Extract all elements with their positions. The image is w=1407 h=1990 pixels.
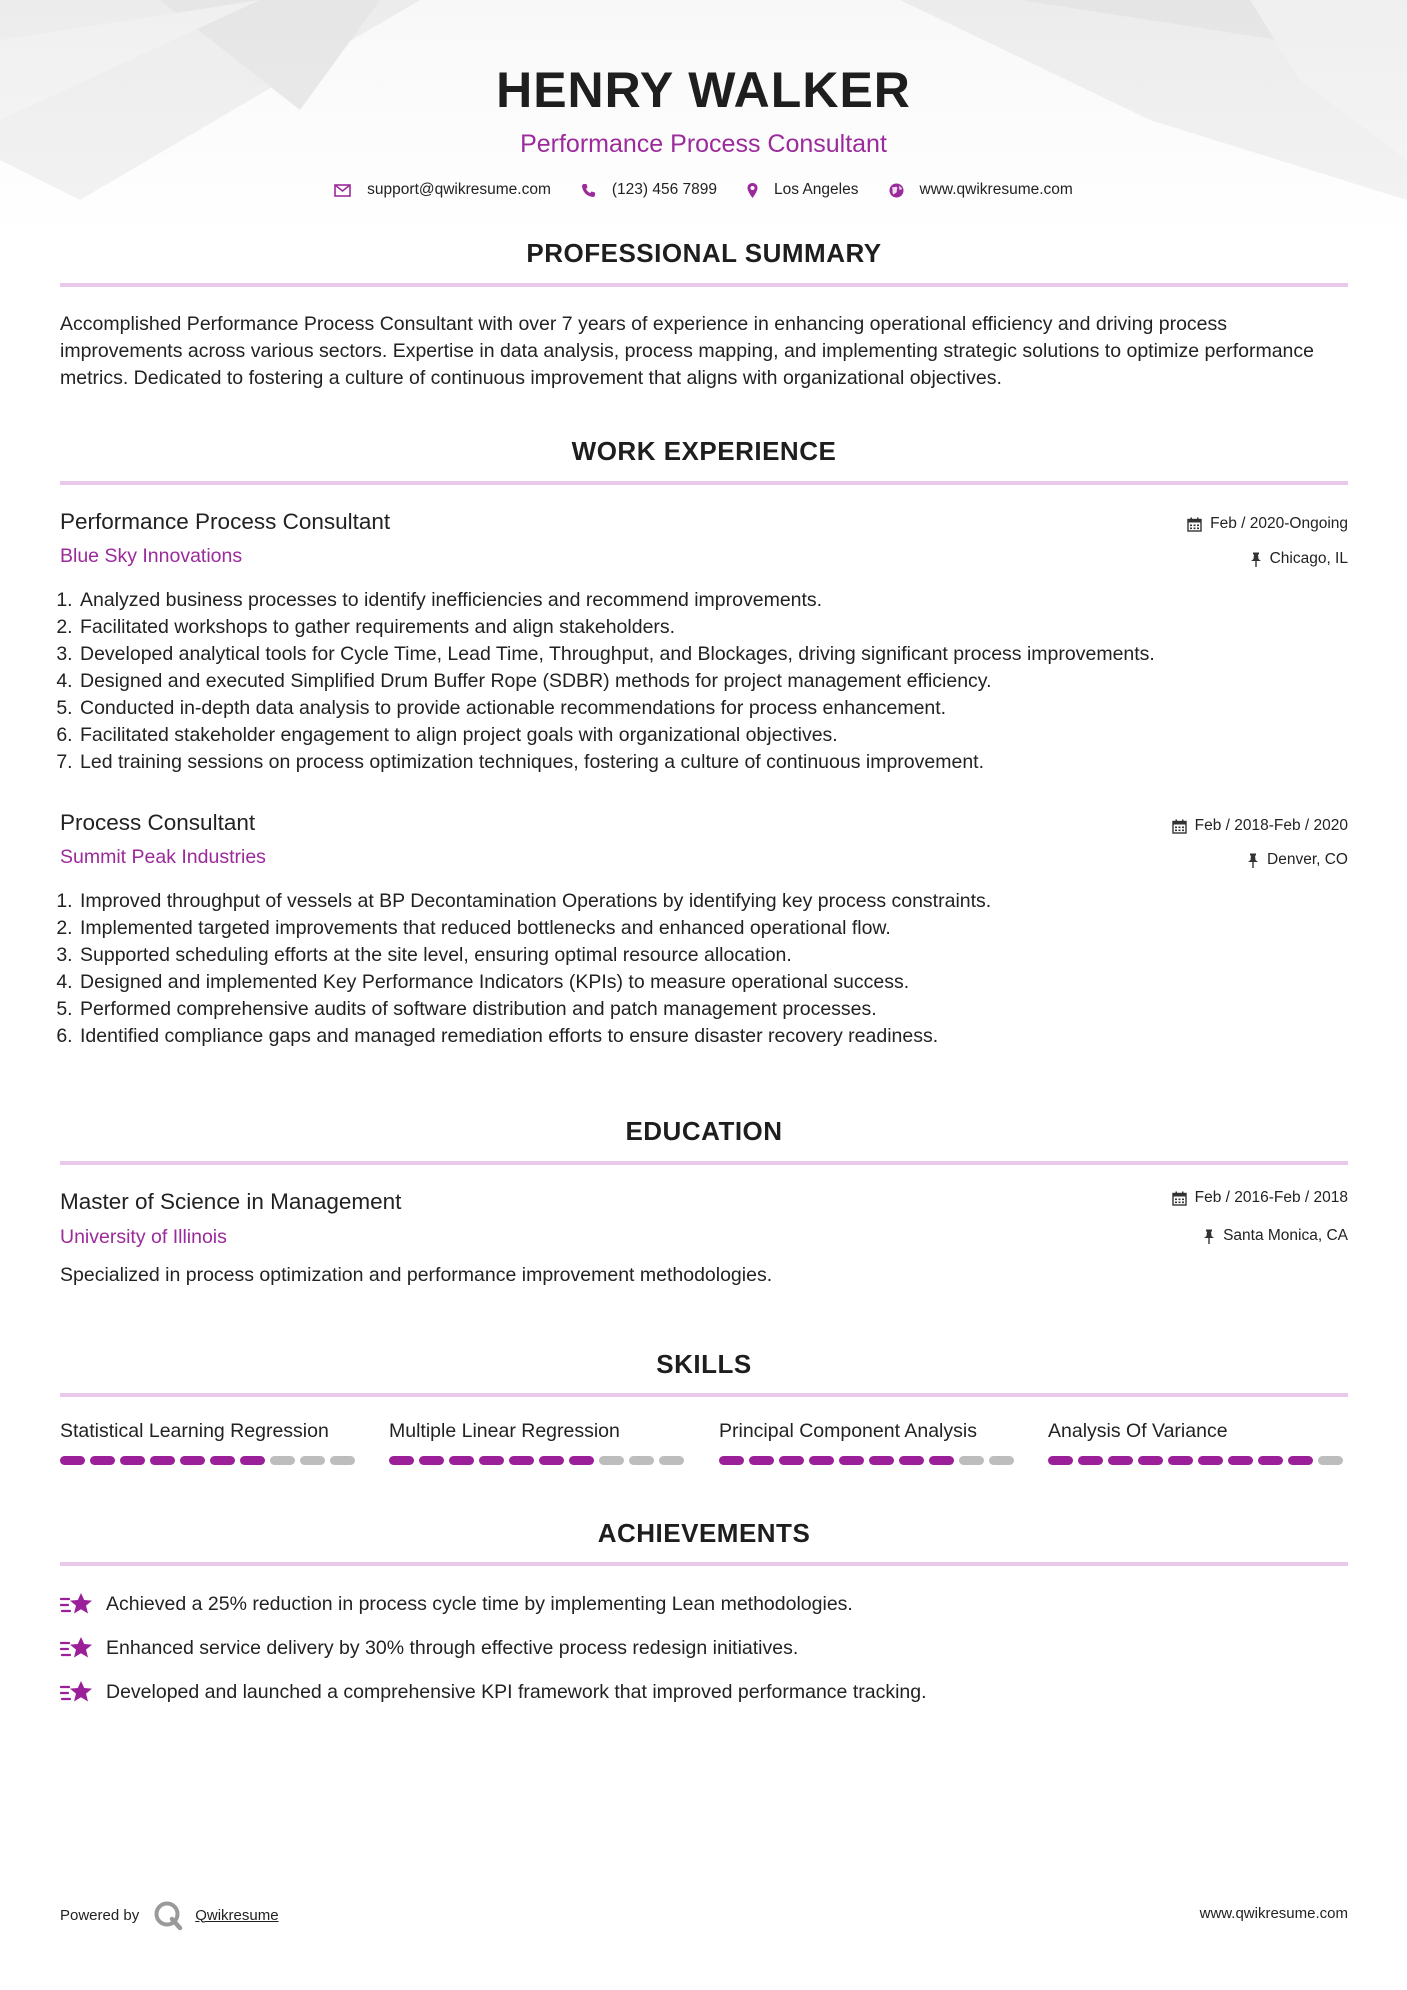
skill-segment-filled (509, 1456, 534, 1465)
list-item: 3. Developed analytical tools for Cycle Time, Lead Time, Throughput, and Blockages, driving significant process improvements. (78, 641, 1358, 668)
skill-name: Multiple Linear Regression (389, 1420, 620, 1442)
resume-header (0, 55, 1407, 199)
footer-website[interactable]: www.qwikresume.com (1199, 1905, 1348, 1922)
list-item: 1. Improved throughput of vessels at BP Decontamination Operations by identifying key process constraints. (78, 888, 1358, 915)
skill-segment-filled (1138, 1456, 1163, 1465)
achievement-item (60, 1590, 853, 1618)
footer-branding (60, 1900, 279, 1930)
map-marker-icon (747, 183, 758, 198)
skill-level-bar (389, 1456, 684, 1465)
email-text: support@qwikresume.com (367, 181, 551, 198)
job-dates (1172, 817, 1348, 835)
achievement-item (60, 1634, 798, 1662)
skill-level-bar (719, 1456, 1014, 1465)
contact-phone[interactable] (581, 181, 717, 199)
education-location-text: Santa Monica, CA (1223, 1227, 1348, 1244)
skill-segment-filled (449, 1456, 474, 1465)
shooting-star-icon (60, 1634, 94, 1662)
skill-segment-filled (1078, 1456, 1103, 1465)
skill-segment-empty (300, 1456, 325, 1465)
list-item: 5. Conducted in-depth data analysis to provide actionable recommendations for process enhancement. (78, 695, 1358, 722)
company-name: Summit Peak Industries (60, 846, 266, 868)
skill-segment-filled (90, 1456, 115, 1465)
skill-segment-filled (869, 1456, 894, 1465)
achievements-heading: ACHIEVEMENTS (597, 1518, 811, 1548)
skill-segment-empty (1318, 1456, 1343, 1465)
list-item: 1. Analyzed business processes to identify inefficiencies and recommend improvements. (78, 587, 1358, 614)
skill-segment-filled (240, 1456, 265, 1465)
skill-segment-filled (180, 1456, 205, 1465)
job-location (1247, 851, 1348, 869)
skill-segment-filled (839, 1456, 864, 1465)
skill-segment-filled (539, 1456, 564, 1465)
education-description: Specialized in process optimization and performance improvement methodologies. (60, 1264, 773, 1286)
contact-website[interactable] (889, 181, 1073, 199)
list-item: 3. Supported scheduling efforts at the site level, ensuring optimal resource allocation. (78, 942, 1358, 969)
skill-segment-filled (719, 1456, 744, 1465)
achievements-divider (60, 1562, 1348, 1566)
skill-segment-filled (210, 1456, 235, 1465)
skill-level-bar (1048, 1456, 1343, 1465)
list-item: 4. Designed and executed Simplified Drum Buffer Rope (SDBR) methods for project management efficiency. (78, 668, 1358, 695)
job-dates-text: Feb / 2020-Ongoing (1210, 515, 1348, 532)
job-responsibilities (58, 587, 1358, 776)
job-location (1250, 550, 1348, 568)
skill-segment-filled (419, 1456, 444, 1465)
achievement-item (60, 1678, 927, 1706)
skill-name: Statistical Learning Regression (60, 1420, 329, 1442)
skill-segment-filled (1108, 1456, 1133, 1465)
achievement-text: Achieved a 25% reduction in process cycle time by implementing Lean methodologies. (106, 1592, 853, 1615)
qwikresume-link[interactable]: Qwikresume (195, 1906, 279, 1924)
company-name: Blue Sky Innovations (60, 545, 243, 567)
skill-segment-filled (1258, 1456, 1283, 1465)
skill-name: Analysis Of Variance (1048, 1420, 1228, 1442)
skill-segment-empty (989, 1456, 1014, 1465)
skill-segment-empty (599, 1456, 624, 1465)
list-item: 6. Identified compliance gaps and managed remediation efforts to ensure disaster recovery readiness. (78, 1023, 1358, 1050)
candidate-title: Performance Process Consultant (520, 130, 887, 158)
summary-text: Accomplished Performance Process Consultant with over 7 years of experience in enhancing operational efficiency and driving process improvements across various sectors. Expertise in data analysis, process mapping, and implementing strategic solutions to optimize performance metrics. Dedicated to fostering a culture of continuous improvement that aligns with organizational objectives. (60, 313, 1314, 389)
job-title: Performance Process Consultant (60, 509, 391, 534)
pushpin-icon (1203, 1229, 1215, 1244)
candidate-name: HENRY WALKER (496, 62, 911, 118)
education-dates (1172, 1189, 1348, 1207)
skill-segment-filled (389, 1456, 414, 1465)
skill-segment-empty (270, 1456, 295, 1465)
skill-segment-empty (629, 1456, 654, 1465)
powered-by-label: Powered by (60, 1906, 140, 1924)
contact-email[interactable] (334, 181, 551, 199)
contact-location (747, 181, 858, 199)
globe-icon (889, 183, 904, 198)
calendar-icon (1172, 819, 1187, 834)
skill-segment-filled (899, 1456, 924, 1465)
summary-heading: PROFESSIONAL SUMMARY (526, 238, 882, 268)
shooting-star-icon (60, 1678, 94, 1706)
job-location-text: Denver, CO (1267, 851, 1348, 868)
list-item: 7. Led training sessions on process optimization techniques, fostering a culture of continuous improvement. (78, 749, 1358, 776)
list-item: 2. Facilitated workshops to gather requirements and align stakeholders. (78, 614, 1358, 641)
achievement-text: Enhanced service delivery by 30% through effective process redesign initiatives. (106, 1636, 799, 1659)
list-item: 6. Facilitated stakeholder engagement to align project goals with organizational objectives. (78, 722, 1358, 749)
list-item: 2. Implemented targeted improvements that reduced bottlenecks and enhanced operational flow. (78, 915, 1358, 942)
skill-segment-empty (330, 1456, 355, 1465)
skill-level-bar (60, 1456, 355, 1465)
skill-segment-filled (1168, 1456, 1193, 1465)
pushpin-icon (1250, 552, 1262, 567)
skill-segment-filled (150, 1456, 175, 1465)
job-responsibilities (58, 888, 1358, 1050)
shooting-star-icon (60, 1590, 94, 1618)
job-dates-text: Feb / 2018-Feb / 2020 (1194, 817, 1348, 834)
skill-segment-filled (569, 1456, 594, 1465)
skill-segment-filled (749, 1456, 774, 1465)
skills-divider (60, 1393, 1348, 1397)
skills-heading: SKILLS (656, 1349, 752, 1379)
skill-segment-filled (120, 1456, 145, 1465)
website-text: www.qwikresume.com (919, 181, 1073, 198)
skill-segment-filled (929, 1456, 954, 1465)
list-item: 5. Performed comprehensive audits of software distribution and patch management processes. (78, 996, 1358, 1023)
experience-divider (60, 481, 1348, 485)
school-name: University of Illinois (60, 1226, 227, 1248)
degree-title: Master of Science in Management (60, 1189, 402, 1214)
skill-segment-filled (1228, 1456, 1253, 1465)
skill-segment-empty (659, 1456, 684, 1465)
achievement-text: Developed and launched a comprehensive KPI framework that improved performance tracking. (106, 1680, 927, 1703)
education-dates-text: Feb / 2016-Feb / 2018 (1194, 1189, 1348, 1206)
education-divider (60, 1161, 1348, 1165)
summary-divider (60, 283, 1348, 287)
skill-segment-empty (959, 1456, 984, 1465)
calendar-icon (1172, 1191, 1187, 1206)
job-dates (1187, 515, 1348, 533)
job-title: Process Consultant (60, 810, 256, 835)
list-item: 4. Designed and implemented Key Performance Indicators (KPIs) to measure operational success. (78, 969, 1358, 996)
phone-text: (123) 456 7899 (611, 181, 718, 198)
phone-icon (581, 183, 596, 198)
calendar-icon (1187, 517, 1202, 532)
skill-segment-filled (779, 1456, 804, 1465)
skill-segment-filled (809, 1456, 834, 1465)
skill-segment-filled (1288, 1456, 1313, 1465)
qwikresume-logo-icon (153, 1900, 183, 1930)
contact-bar (0, 181, 1407, 199)
location-text: Los Angeles (774, 181, 859, 198)
skill-segment-filled (1048, 1456, 1073, 1465)
envelope-icon (334, 184, 351, 197)
experience-heading: WORK EXPERIENCE (571, 436, 837, 466)
education-location (1203, 1227, 1348, 1245)
skill-name: Principal Component Analysis (719, 1420, 977, 1442)
pushpin-icon (1247, 853, 1259, 868)
skill-segment-filled (1198, 1456, 1223, 1465)
skill-segment-filled (60, 1456, 85, 1465)
job-location-text: Chicago, IL (1269, 550, 1348, 567)
skill-segment-filled (479, 1456, 504, 1465)
education-heading: EDUCATION (625, 1116, 783, 1146)
